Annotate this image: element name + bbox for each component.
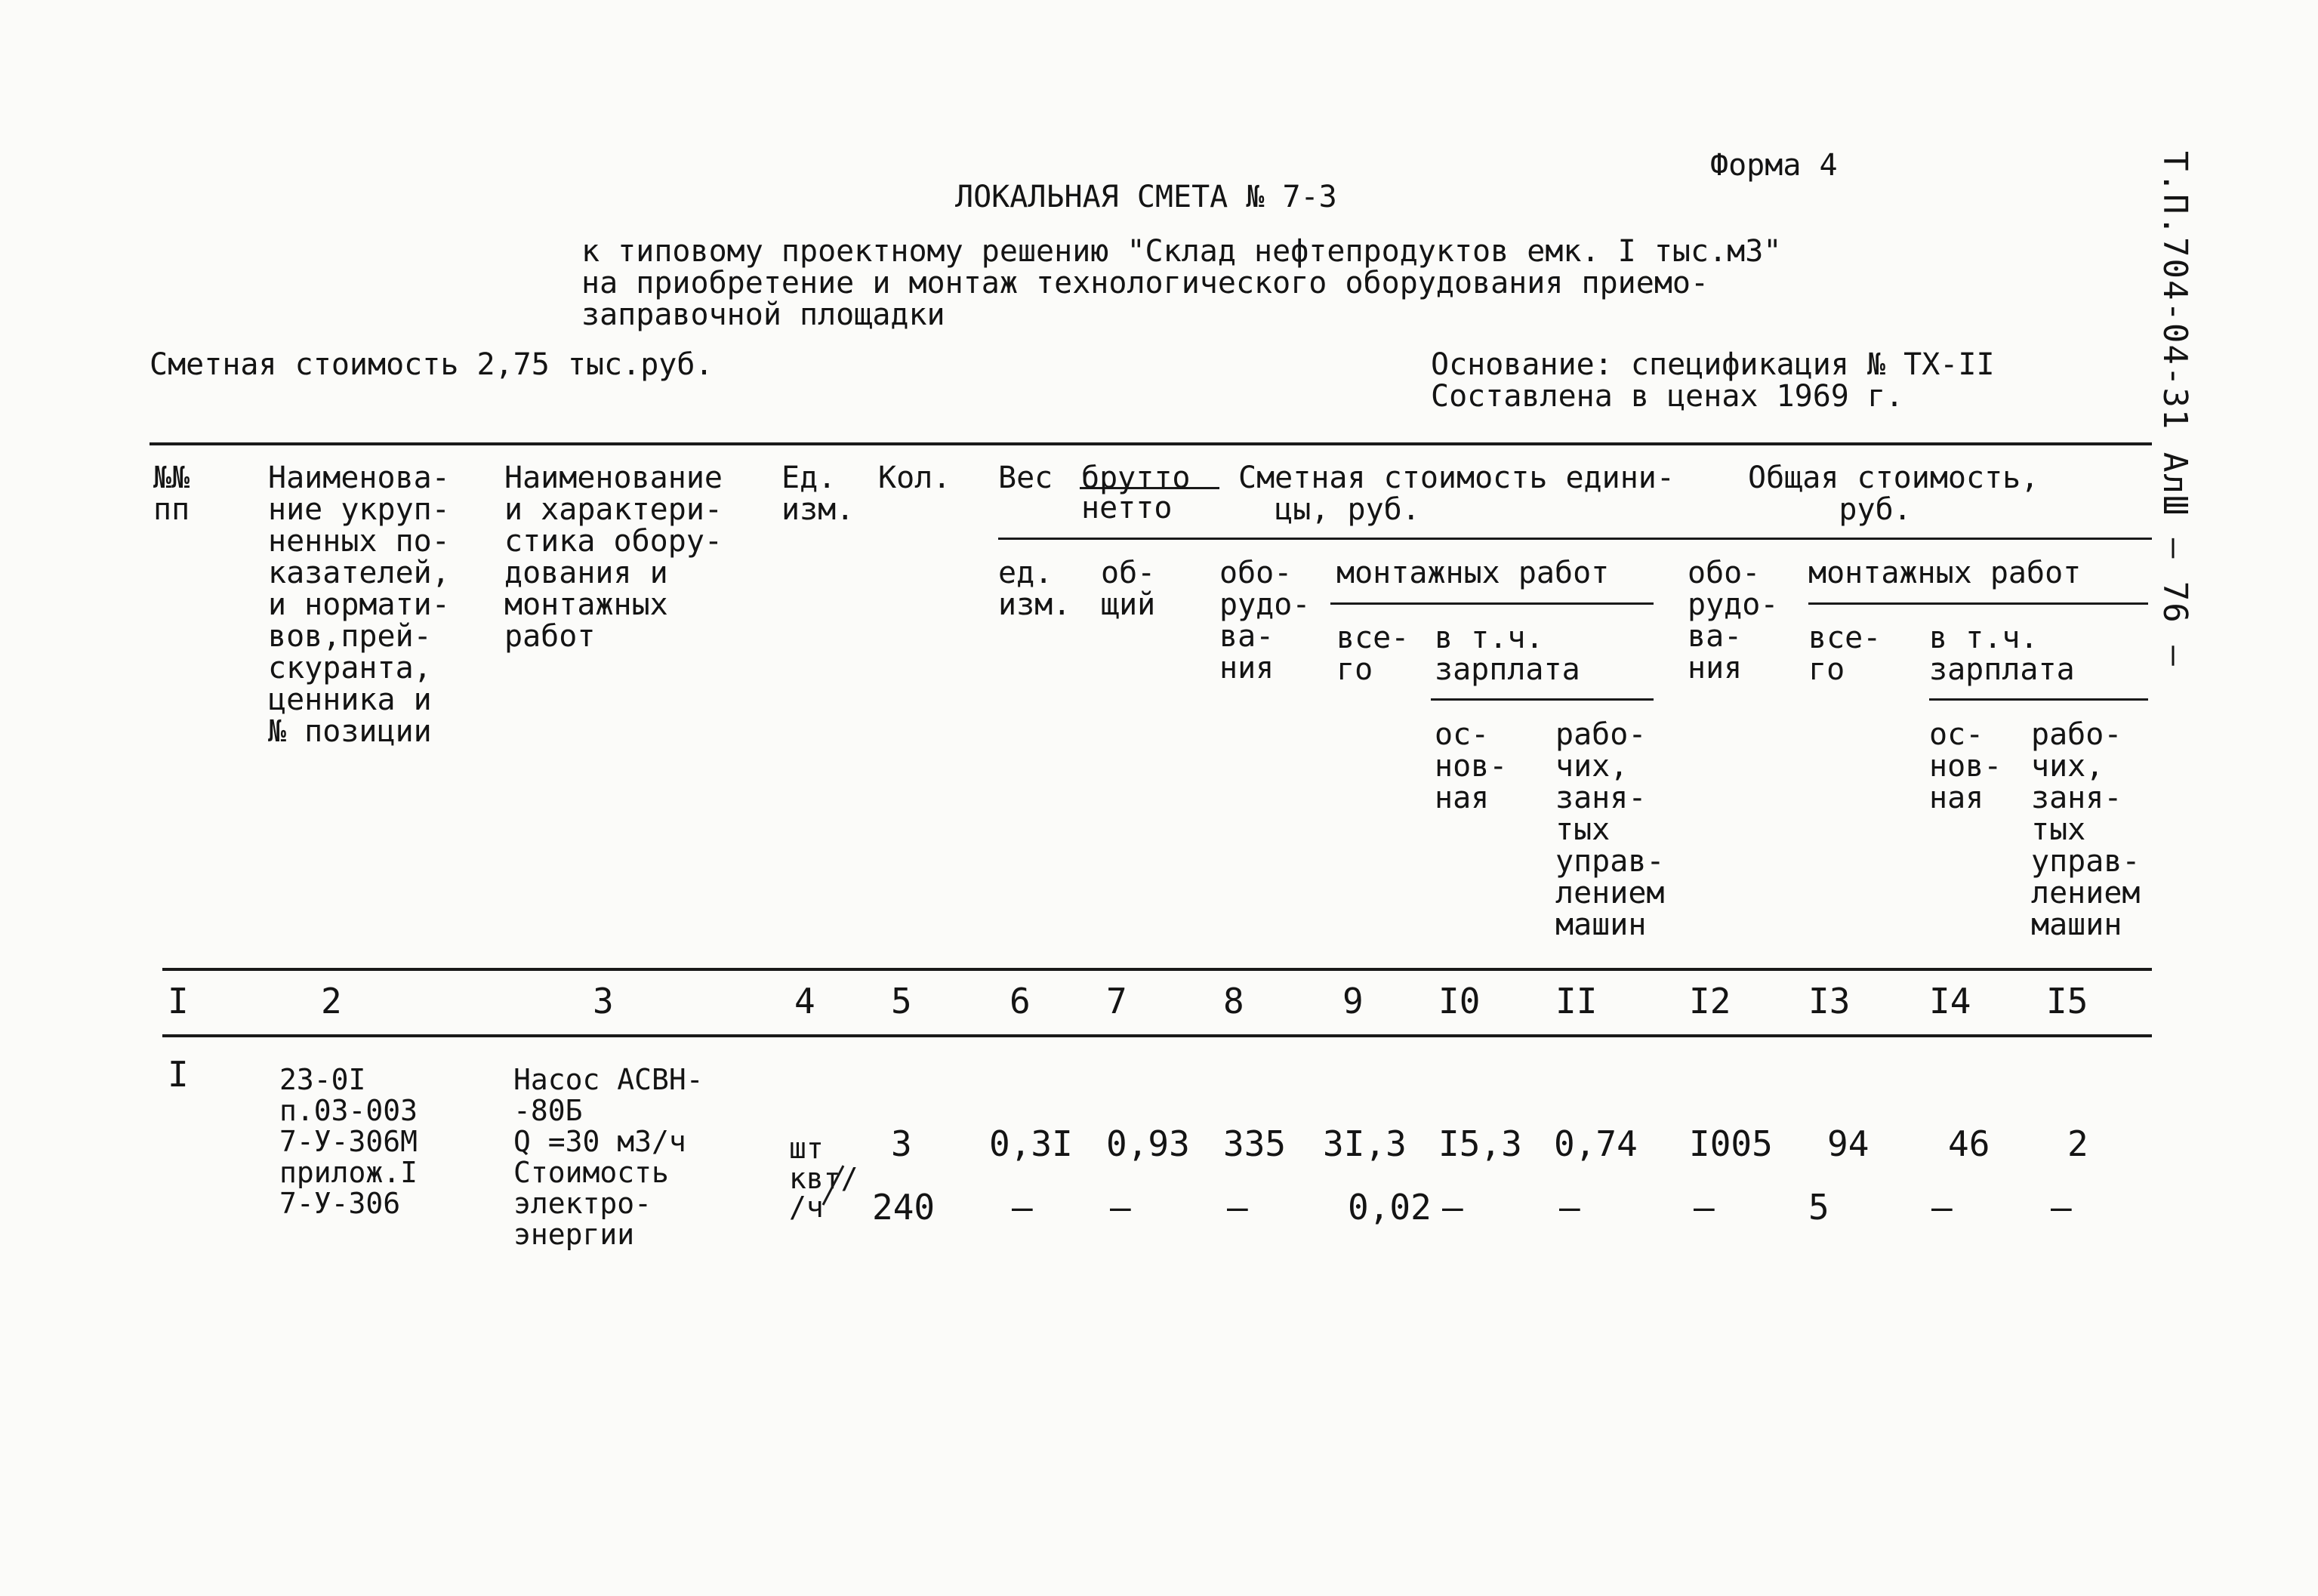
row-quantity-1: 3 [891,1123,912,1164]
column-number: I2 [1689,981,1731,1021]
cell-unit-salary-workers: 0,74 [1554,1123,1638,1164]
cell-weight-total: – [1110,1187,1131,1228]
subtitle-line-2: на приобретение и монтаж технологического оборудования приемо- [581,266,1709,300]
header-col-weight-total: об- щий [1101,556,1156,622]
unit-slash-mark [817,1163,847,1208]
mount-unit-rule [1330,602,1654,605]
cell-total-salary-workers: – [2051,1187,2072,1228]
cell-weight-unit: 0,3I [989,1123,1073,1164]
header-unit-equipment: обо- рудо- ва- ния [1219,556,1311,686]
column-number: 6 [1010,981,1031,1021]
cell-weight-total: 0,93 [1106,1123,1190,1164]
price-level-text: Составлена в ценах 1969 г. [1431,379,1904,414]
column-number: 4 [794,981,815,1021]
cell-total-mount-all: 94 [1827,1123,1870,1164]
header-weight-brutto: брутто [1081,461,1191,495]
column-number: II [1555,981,1598,1021]
column-number: I3 [1808,981,1851,1021]
header-unit-mounting: монтажных работ [1336,556,1610,590]
estimated-cost: Сметная стоимость 2,75 тыс.руб. [149,347,714,382]
column-number: 7 [1106,981,1127,1021]
header-total-mount-all: все- го [1808,621,1882,687]
header-total-mount-salary: в т.ч. зарплата [1929,621,2075,687]
column-number: 8 [1223,981,1244,1021]
header-unit-cost: Сметная стоимость едини- цы, руб. [1238,461,1675,527]
subtitle-line-3: заправочной площадки [581,297,945,332]
basis-text: Основание: спецификация № ТХ-II [1431,347,1995,382]
row-reference: 23-0I п.03-003 7-У-306М прилож.I 7-У-306 [279,1063,418,1220]
header-weight-label: Вес [998,461,1053,495]
header-bottom-rule [162,968,2152,971]
cell-total-salary-workers: 2 [2067,1123,2088,1164]
cell-unit-mount-all: 0,02 [1348,1187,1432,1228]
side-document-code: Т.П.704-04-31 АлШ — 76 — [2156,151,2194,667]
row-unit-piece: шт [789,1132,824,1165]
row-unit-kwh: квт/ /ч [789,1162,858,1224]
cell-total-salary-main: 46 [1948,1123,1990,1164]
cell-unit-equipment: 335 [1223,1123,1287,1164]
header-unit-salary-workers: рабо- чих, заня- тых управ- лением машин [1555,717,1665,942]
column-number: 3 [593,981,614,1021]
header-col-unit: Ед. изм. [781,461,855,527]
header-col-name: Наименование и характери- стика обору- дования и монтажных работ [504,461,723,654]
header-unit-salary-main: ос- нов- ная [1435,717,1508,815]
table-top-rule [149,442,2152,445]
document-title: ЛОКАЛЬНАЯ СМЕТА № 7-3 [955,180,1337,214]
cell-unit-mount-all: 3I,3 [1323,1123,1407,1164]
column-number: 2 [321,981,342,1021]
mount-total-rule [1808,602,2148,605]
row-quantity-2: 240 [872,1187,936,1228]
row-number: I [168,1054,189,1095]
cell-unit-equipment: – [1227,1187,1248,1228]
header-total-mounting: монтажных работ [1808,556,2082,590]
cell-unit-salary-workers: – [1559,1187,1580,1228]
cell-unit-salary-main: – [1442,1187,1463,1228]
header-unit-mount-salary: в т.ч. зарплата [1435,621,1580,687]
column-number: I0 [1438,981,1481,1021]
column-number: I4 [1929,981,1971,1021]
header-total-cost: Общая стоимость, руб. [1748,461,2039,527]
row-item-name: Насос АСВН- -80Б Q =30 м3/ч Стоимость электро- энергии [513,1063,704,1251]
number-row-rule [162,1034,2152,1037]
header-col-weight-unit: ед. изм. [998,556,1071,622]
cell-total-salary-main: – [1931,1187,1953,1228]
header-weight-netto: нетто [1081,491,1173,525]
cell-total-equipment: – [1694,1187,1715,1228]
column-number: I [168,981,189,1021]
form-number: Форма 4 [1710,148,1838,183]
header-col-quantity: Кол. [878,461,951,495]
cell-total-equipment: I005 [1689,1123,1773,1164]
column-number: 9 [1342,981,1364,1021]
header-total-equipment: обо- рудо- ва- ния [1688,556,1779,686]
cell-total-mount-all: 5 [1808,1187,1829,1228]
cell-weight-unit: – [1012,1187,1033,1228]
subheader-rule [998,538,2152,540]
header-total-salary-main: ос- нов- ная [1929,717,2002,815]
header-unit-mount-all: все- го [1336,621,1410,687]
subtitle-line-1: к типовому проектному решению "Склад нефтепродуктов емк. I тыс.м3" [581,234,1782,269]
salary-unit-rule [1431,698,1654,701]
header-col-reference: Наименова- ние укруп- ненных по- казателей, и нормати- вов,прей- скуранта, ценника и № позиции [268,461,450,749]
column-number: I5 [2046,981,2088,1021]
header-total-salary-workers: рабо- чих, заня- тых управ- лением машин [2031,717,2141,942]
salary-total-rule [1929,698,2148,701]
column-number: 5 [891,981,912,1021]
cell-unit-salary-main: I5,3 [1438,1123,1522,1164]
header-col-number: №№ пп [153,461,190,527]
